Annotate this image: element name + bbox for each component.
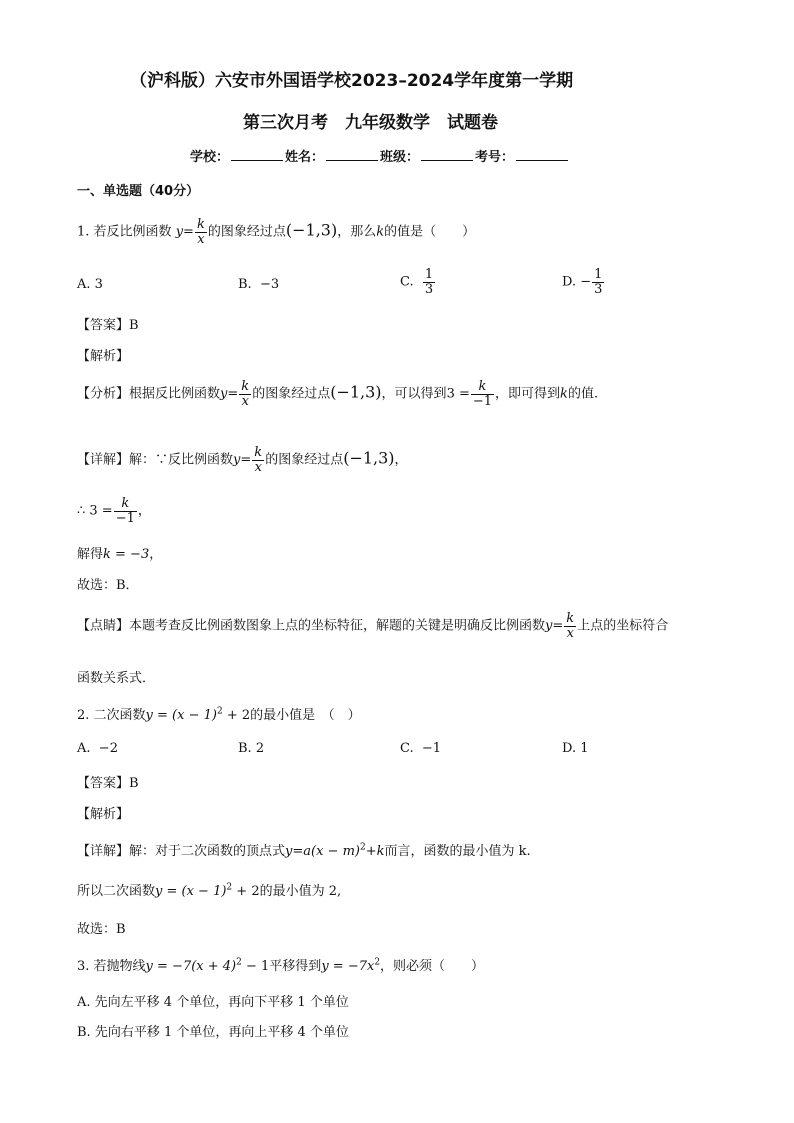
q1-mid: 的图象经过点 — [207, 224, 286, 240]
q2-option-d: D. 1 — [562, 741, 589, 756]
q2-option-a: A. −2 — [77, 741, 118, 756]
school-label: 学校： — [190, 150, 230, 165]
exam-title-line1: （沪科版）六安市外国语学校2023–2024学年度第一学期 — [130, 71, 574, 91]
q2-so: 所以二次函数$y = (x - 1)^2 + 2$的最小值为 2, — [77, 882, 342, 899]
q1-therefore: ∴ 3 = $\frac{k}{-1}$ ， — [77, 496, 151, 526]
q1-solve: 解得k = −3， — [77, 547, 163, 562]
q1-xiangjie: 【详解】解：∵反比例函数y= $\frac{k}{x}$ 的图象经过点(−1,3)， — [77, 445, 408, 475]
q1-option-b: B. −3 — [238, 277, 280, 292]
q3-option-b: B. 先向右平移 1 个单位，再向上平移 4 个单位 — [77, 1025, 349, 1040]
student-info-line — [190, 146, 570, 165]
q2-analysis-label: 【解析】 — [77, 807, 130, 822]
q1-choose: 故选：B． — [77, 578, 139, 593]
q1-prefix: 1. 若反比例函数 — [77, 224, 172, 240]
q1-option-d: D. − $\frac{1}{3}$ — [562, 267, 603, 297]
q1-fenxi: 【分析】根据反比例函数y= $\frac{k}{x}$ 的图象经过点(−1,3)，可以得到3 = $\frac{k}{-1}$ ，即可得到k的值. — [77, 379, 599, 409]
q1-dianjing: 【点睛】本题考查反比例函数图象上点的坐标特征，解题的关键是明确反比例函数y= $\frac{k}{x}$ 上点的坐标符合 — [77, 611, 669, 641]
q1-option-c: C. $\frac{1}{3}$ — [400, 267, 434, 297]
question-1: 1. 若反比例函数 y= $\frac{k}{x}$ 的图象经过点(−1,3)，那么k的值是（ ） — [77, 217, 476, 247]
q1-point: (−1,3) — [285, 220, 338, 240]
section-heading: 一、单选题（40分） — [77, 184, 200, 199]
q1-answer: 【答案】B — [77, 318, 139, 333]
question-3: 3. 若抛物线$y = -7(x + 4)^2 - 1$平移得到$y = -7x^2$，则必须（ ） — [77, 957, 485, 974]
q2-xiangjie: 【详解】解：对于二次函数的顶点式$y=a(x - m)^2+k$而言，函数的最小值为 k. — [77, 842, 531, 859]
q2-choose: 故选：B — [77, 922, 126, 937]
q2-option-c: C. −1 — [400, 741, 442, 756]
q1-dianjing-cont: 函数关系式． — [77, 671, 156, 686]
school-blank[interactable] — [231, 148, 283, 161]
q1-analysis-label: 【解析】 — [77, 349, 130, 364]
name-blank[interactable] — [326, 148, 378, 161]
q1-func-lhs: y — [175, 224, 184, 240]
q1-option-a: A. 3 — [77, 277, 103, 292]
q3-option-a: A. 先向左平移 4 个单位，再向下平移 1 个单位 — [77, 995, 349, 1010]
q1-func-eq: = — [183, 224, 194, 240]
q2-option-b: B. 2 — [238, 741, 265, 756]
exam-no-label: 考号： — [475, 150, 515, 165]
exam-title-line2: 第三次月考 九年级数学 试题卷 — [243, 113, 498, 133]
question-2: 2. 二次函数$y = (x - 1)^2 + 2$的最小值是 （ ） — [77, 706, 361, 723]
q2-answer: 【答案】B — [77, 776, 139, 791]
name-label: 姓名： — [285, 150, 325, 165]
exam-no-blank[interactable] — [516, 148, 568, 161]
class-label: 班级： — [380, 150, 420, 165]
q1-func-fraction: $\frac{k}{x}$ — [196, 217, 205, 247]
class-blank[interactable] — [421, 148, 473, 161]
